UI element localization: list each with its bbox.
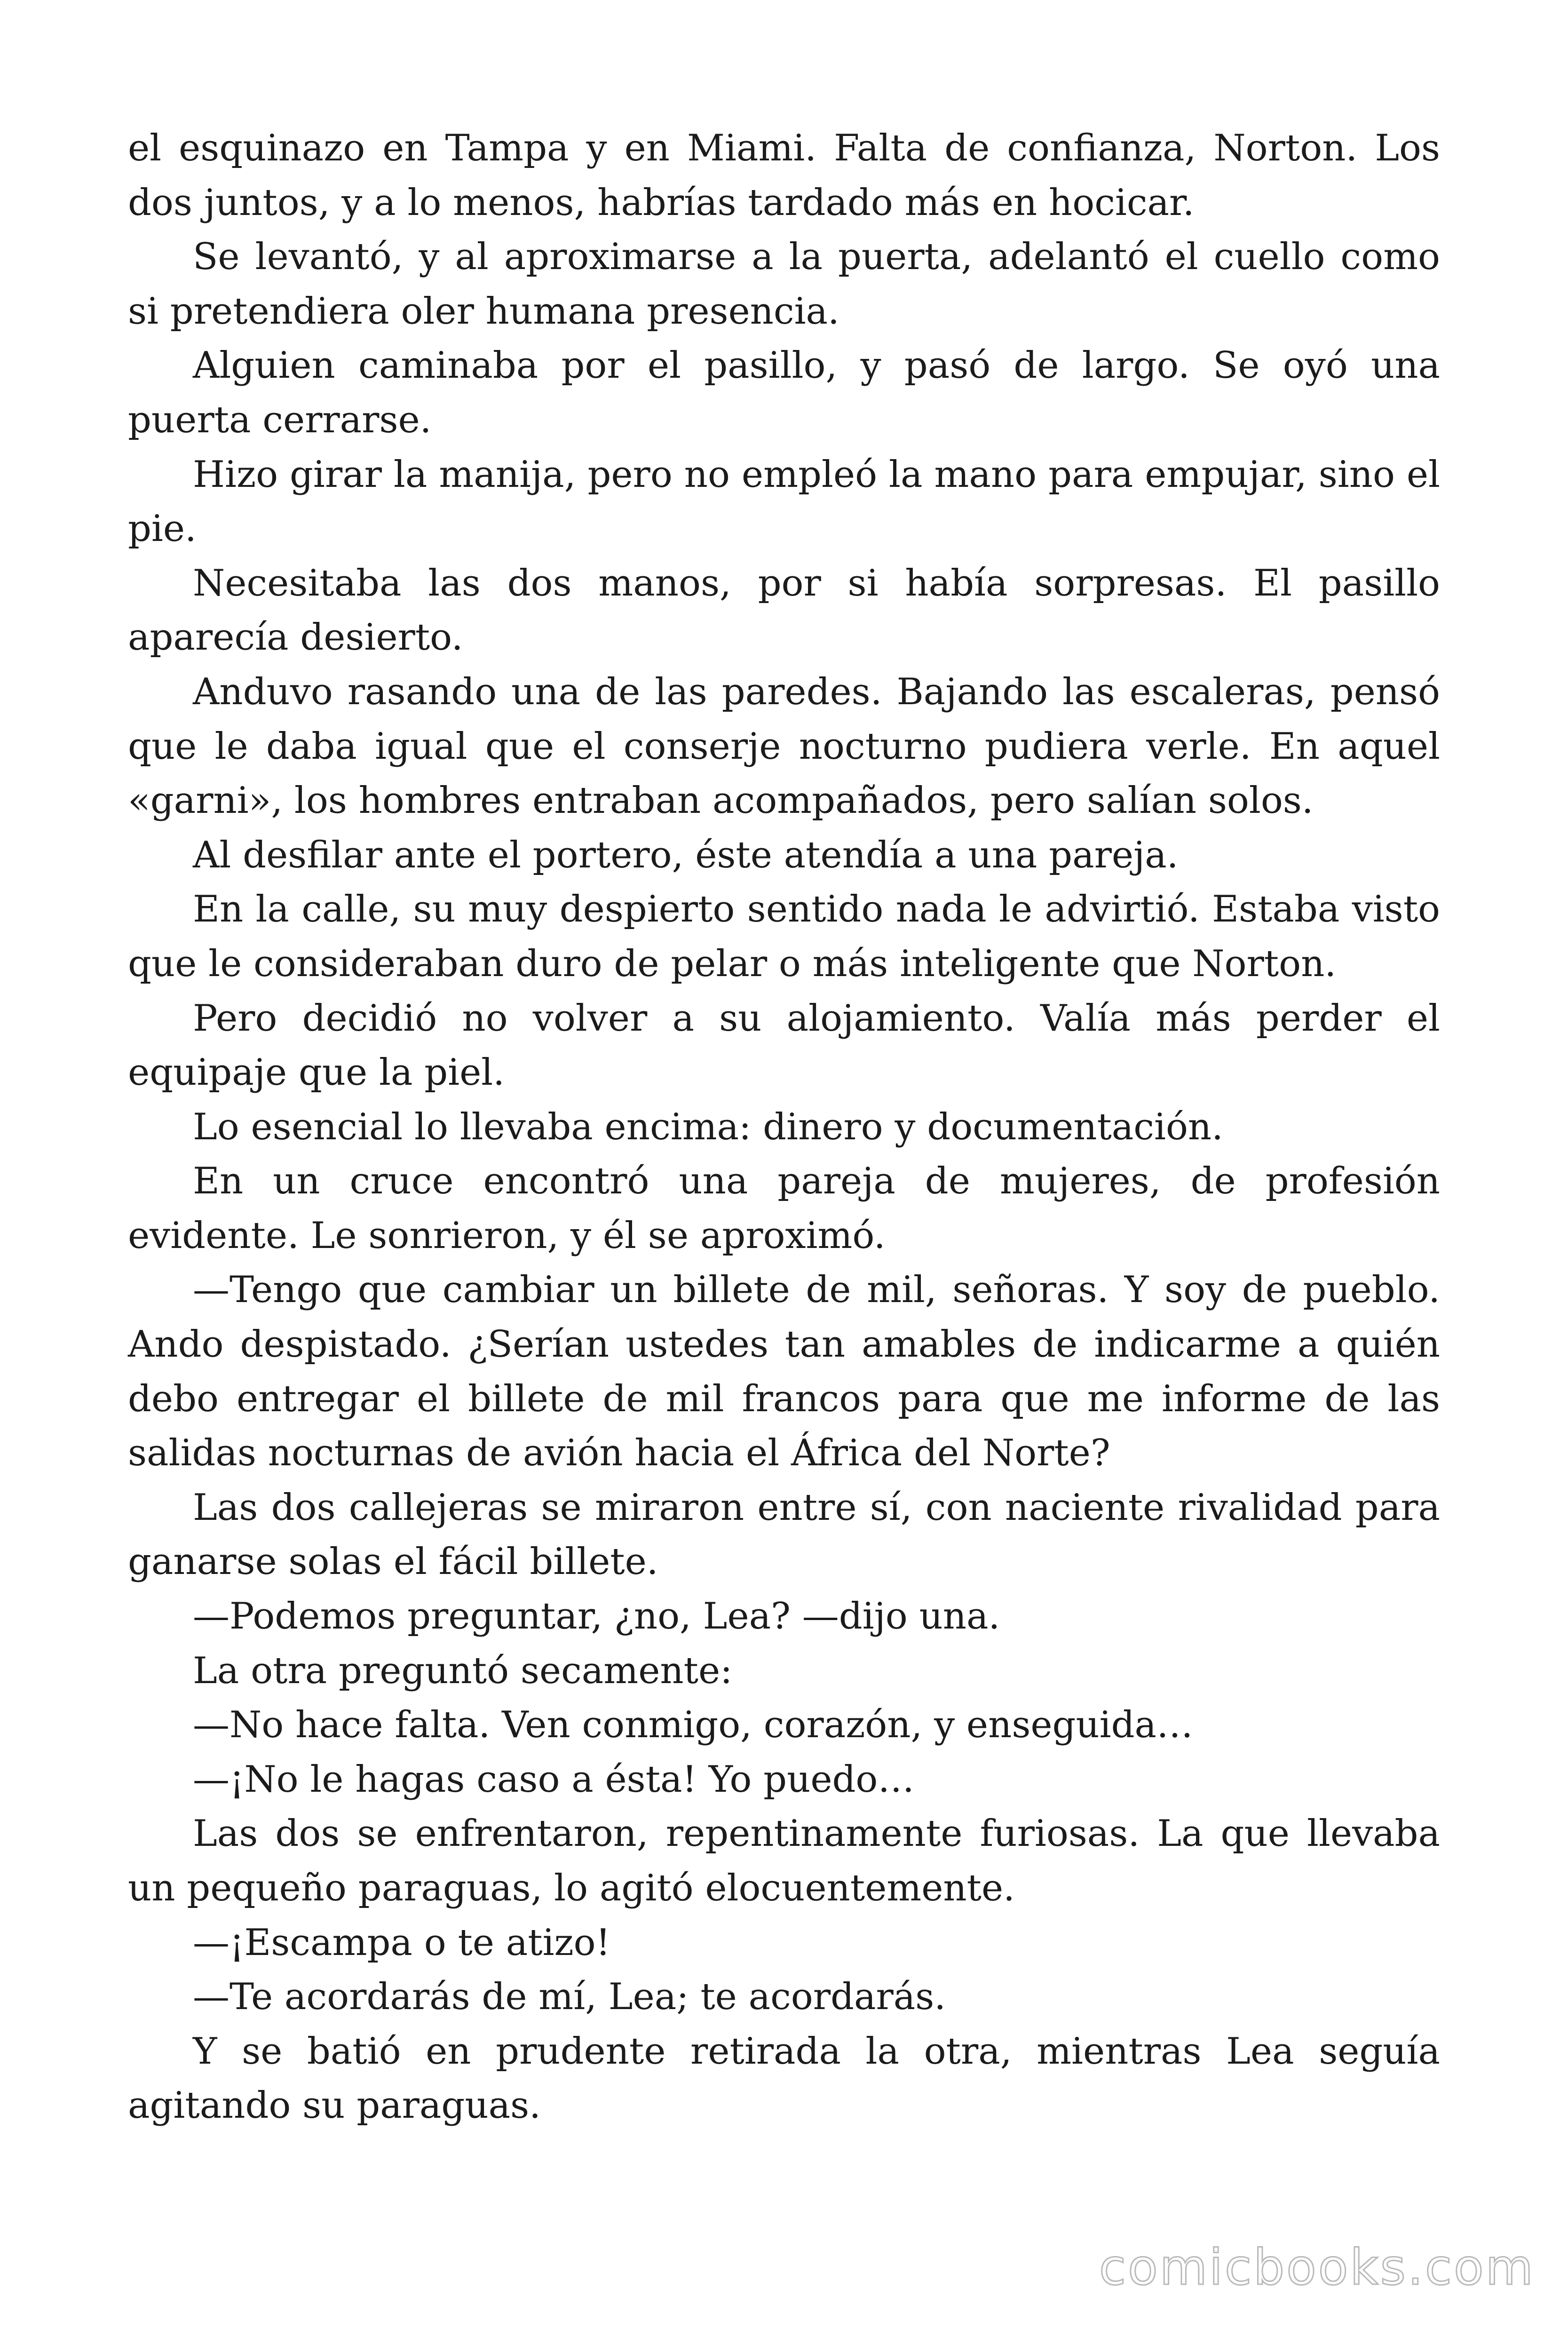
paragraph-continued: el esquinazo en Tampa y en Miami. Falta de confianza, Norton. Los dos juntos, y a lo menos, habrías tardado más en hocicar. [128, 127, 1440, 224]
paragraph: Las dos callejeras se miraron entre sí, con naciente rivalidad para ganarse solas el fácil billete. [128, 1486, 1440, 1583]
paragraph: Necesitaba las dos manos, por si había sorpresas. El pasillo aparecía desierto. [128, 562, 1440, 659]
paragraph: —No hace falta. Ven conmigo, corazón, y enseguida… [193, 1704, 1194, 1747]
paragraph: Alguien caminaba por el pasillo, y pasó de largo. Se oyó una puerta cerrarse. [128, 344, 1440, 441]
paragraph: La otra preguntó secamente: [193, 1649, 733, 1692]
paragraph: —Podemos preguntar, ¿no, Lea? —dijo una. [193, 1595, 1000, 1638]
paragraph: Se levantó, y al aproximarse a la puerta, adelantó el cuello como si pretendiera oler humana presencia. [128, 236, 1440, 333]
paragraph: Y se batió en prudente retirada la otra, mientras Lea seguía agitando su paraguas. [128, 2030, 1440, 2127]
paragraph: En un cruce encontró una pareja de mujeres, de profesión evidente. Le sonrieron, y él se aproximó. [128, 1160, 1440, 1257]
paragraph: Anduvo rasando una de las paredes. Bajando las escaleras, pensó que le daba igual que el conserje nocturno pudiera verle. En aquel «garni», los hombres entraban acompañados, pero salían solos. [128, 670, 1440, 822]
paragraph: —Te acordarás de mí, Lea; te acordarás. [193, 1976, 946, 2018]
paragraph: En la calle, su muy despierto sentido nada le advirtió. Estaba visto que le consideraban duro de pelar o más inteligente que Norton. [128, 888, 1440, 985]
paragraph: —Tengo que cambiar un billete de mil, señoras. Y soy de pueblo. Ando despistado. ¿Serían ustedes tan amables de indicarme a quién debo entregar el billete de mil francos para que me informe de las salidas nocturnas de avión hacia el África del Norte? [128, 1269, 1440, 1475]
paragraph: —¡Escampa o te atizo! [193, 1921, 610, 1964]
watermark: comicbooks.com [1099, 2239, 1535, 2296]
paragraph: —¡No le hagas caso a ésta! Yo puedo… [193, 1758, 915, 1801]
paragraph: Pero decidió no volver a su alojamiento. Valía más perder el equipaje que la piel. [128, 997, 1440, 1094]
paragraph: Lo esencial lo llevaba encima: dinero y documentación. [193, 1105, 1223, 1148]
paragraph: Hizo girar la manija, pero no empleó la mano para empujar, sino el pie. [128, 453, 1440, 550]
paragraph: Al desfilar ante el portero, éste atendía a una pareja. [193, 834, 1179, 876]
paragraph: Las dos se enfrentaron, repentinamente furiosas. La que llevaba un pequeño paraguas, lo agitó elocuentemente. [128, 1812, 1440, 1909]
body-text [128, 121, 1440, 2133]
